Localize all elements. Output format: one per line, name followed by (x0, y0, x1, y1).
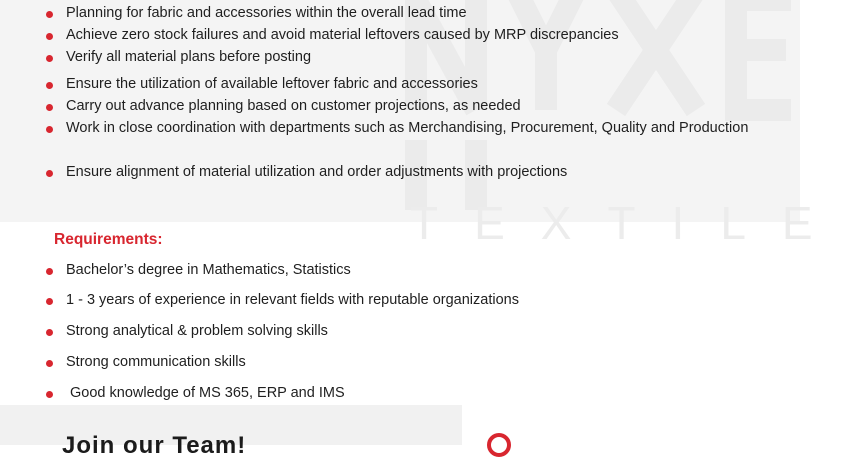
bullet-dot-icon (46, 55, 53, 62)
requirements-heading: Requirements: (54, 231, 163, 248)
bullet-dot-icon (46, 33, 53, 40)
location-pin-icon (484, 432, 514, 452)
bullet-dot-icon (46, 126, 53, 133)
list-item: Work in close coordination with departments such as Merchandising, Procurement, Quality and Production (66, 118, 766, 139)
list-item: Strong analytical & problem solving skills (66, 321, 766, 342)
bullet-dot-icon (46, 82, 53, 89)
bullet-dot-icon (46, 268, 53, 275)
bullet-dot-icon (46, 104, 53, 111)
list-item: Ensure alignment of material utilization and order adjustments with projections (66, 162, 766, 183)
list-item: Planning for fabric and accessories within the overall lead time (66, 3, 766, 24)
list-item: 1 - 3 years of experience in relevant fields with reputable organizations (66, 290, 766, 311)
bullet-dot-icon (46, 360, 53, 367)
bullet-dot-icon (46, 298, 53, 305)
bullet-dot-icon (46, 391, 53, 398)
join-heading: Join our Team! (62, 432, 247, 459)
list-item: Carry out advance planning based on customer projections, as needed (66, 96, 766, 117)
list-item: Verify all material plans before posting (66, 47, 766, 68)
list-item: Strong communication skills (66, 352, 766, 373)
list-item: Ensure the utilization of available leftover fabric and accessories (66, 74, 766, 95)
list-item: Bachelor’s degree in Mathematics, Statistics (66, 260, 766, 281)
list-item: Good knowledge of MS 365, ERP and IMS (66, 383, 766, 404)
bullet-dot-icon (46, 170, 53, 177)
bullet-dot-icon (46, 329, 53, 336)
watermark-text: TEXTILE (410, 197, 849, 249)
list-item: Achieve zero stock failures and avoid material leftovers caused by MRP discrepancies (66, 25, 766, 46)
bullet-dot-icon (46, 11, 53, 18)
